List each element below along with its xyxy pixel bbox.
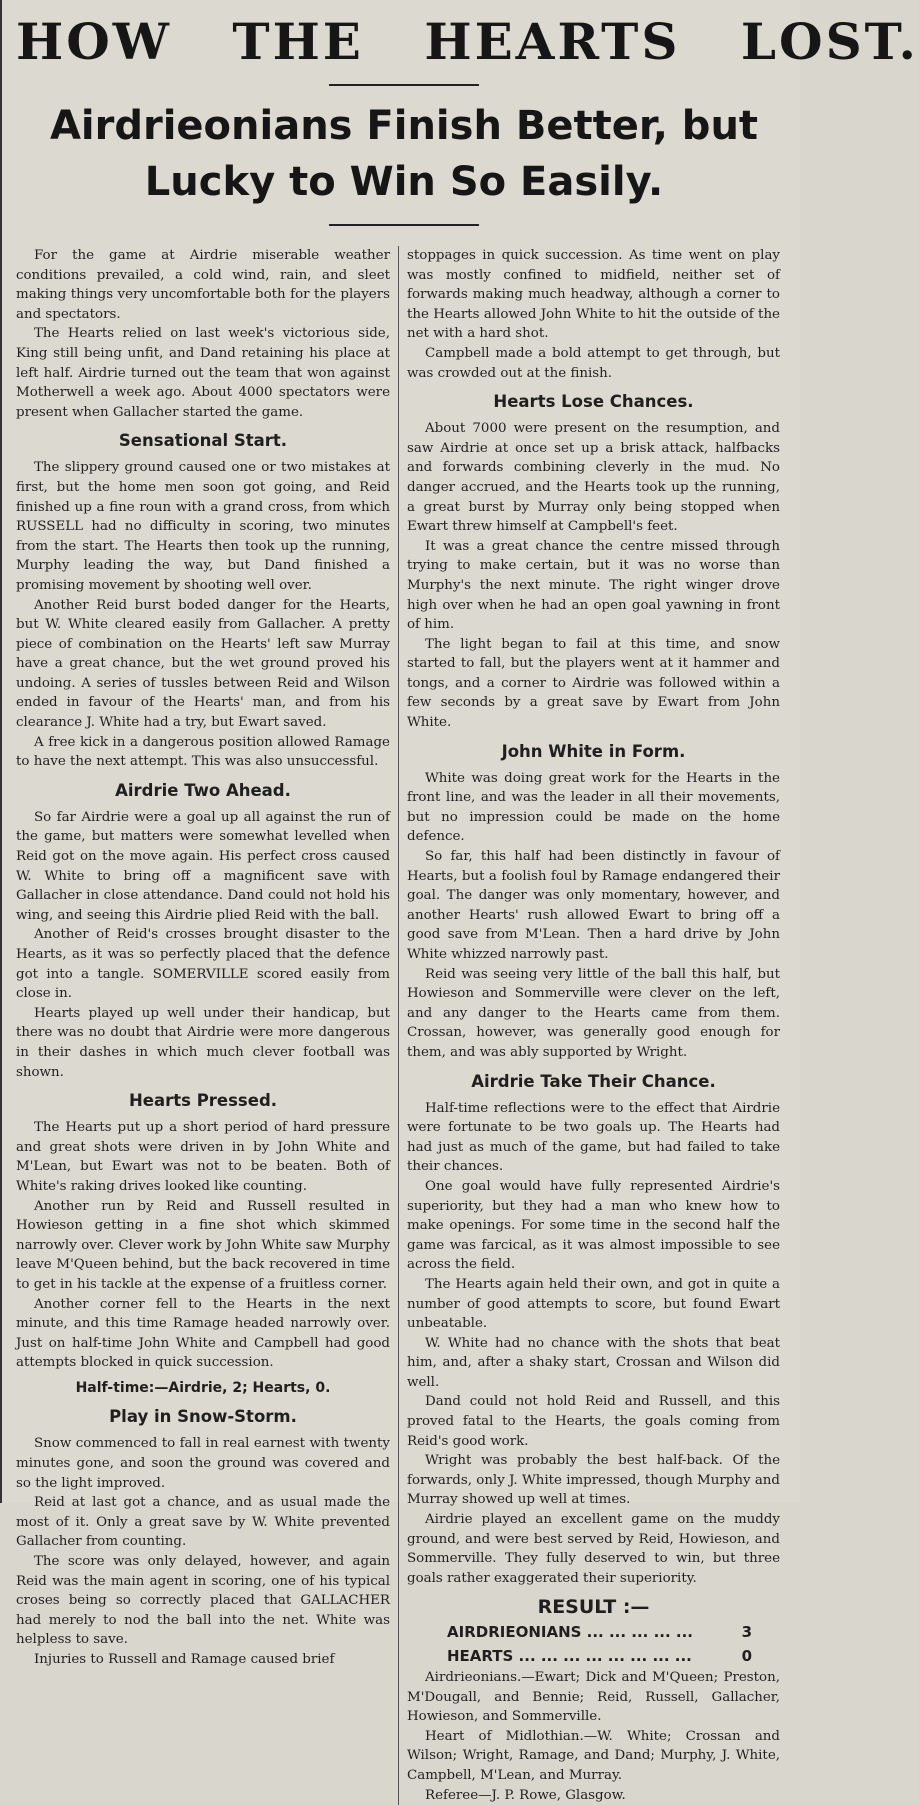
paragraph: Another run by Reid and Russell resulted in Howieson getting in a fine shot which skimmed narrowly over. Clever work by John White saw Murphy leave M'Queen behind, but the back recovered in time to get in his tackle at the expense of a fruitless corner.	[16, 1198, 390, 1292]
paragraph: So far, this half had been distinctly in favour of Hearts, but a foolish foul by Ramage endangered their goal. The danger was only momentary, however, and another Hearts' rush allowed Ewart to bring off a good save from M'Lean. Then a hard drive by John White whizzed narrowly past.	[407, 849, 780, 962]
section-heading: John White in Form.	[501, 741, 686, 761]
subheadline	[16, 98, 792, 210]
paragraph: The Hearts relied on last week's victorious side, King still being unfit, and Dand retaining his place at left half. Airdrie turned out the team that won against Motherwell a week ago. About 4000 spectators were present when Gallacher started the game.	[16, 326, 390, 420]
paragraph: The light began to fail at this time, and snow started to fall, but the players went at it hammer and tongs, and a corner to Airdrie was followed within a few seconds by a great save by Ewart from John White.	[407, 636, 780, 731]
paragraph: Another Reid burst boded danger for the Hearts, but W. White cleared easily from Gallacher. A pretty piece of combination on the Hearts' left saw Murray have a great chance, but the wet ground proved his undoing. A series of tussles between Reid and Wilson ended in favour of the Hearts' man, and from his clearance J. White had a try, but Ewart saved.	[16, 597, 390, 731]
section-heading: Hearts Pressed.	[128, 1091, 278, 1111]
score-row	[407, 1620, 780, 1644]
paragraph: Reid was seeing very little of the ball this half, but Howieson and Sommerville were clever on the left, and any danger to the Hearts came from them. Crossan, however, was generally good enough for them, and was ably supported by Wright.	[407, 966, 780, 1060]
halftime-score: Half-time:—Airdrie, 2; Hearts, 0.	[75, 1379, 331, 1396]
result-heading: RESULT :—	[537, 1596, 650, 1619]
paragraph: The Hearts again held their own, and got in quite a number of good attempts to score, but found Ewart unbeatable.	[407, 1276, 780, 1332]
paragraph: Snow commenced to fall in real earnest with twenty minutes gone, and soon the ground was covered and so the light improved.	[16, 1436, 390, 1491]
subheadline-line-2: Lucky to Win So Easily.	[144, 159, 664, 205]
team-name: AIRDRIEONIANS ... ... ... ... ...	[447, 1623, 694, 1641]
paragraph: For the game at Airdrie miserable weather conditions prevailed, a cold wind, rain, and sleet making things very uncomfortable both for the players and spectators.	[16, 248, 390, 322]
paragraph: Another corner fell to the Hearts in the next minute, and this time Ramage headed narrowly over. Just on half-time John White and Campbell had good attempts blocked in quick succession.	[16, 1296, 390, 1371]
section-heading: Sensational Start.	[118, 431, 288, 451]
section-heading: Play in Snow-Storm.	[109, 1407, 297, 1427]
paragraph: So far Airdrie were a goal up all against the run of the game, but matters were somewhat levelled when Reid got on the move again. His perfect cross caused W. White to bring off a magnificent save with Gallacher in close attendance. Dand could not hold his wing, and seeing this Airdrie plied Reid with the ball.	[16, 809, 390, 923]
paragraph: Another of Reid's crosses brought disaster to the Hearts, as it was so perfectly placed that the defence got into a tangle. SOMERVILLE scored easily from close in.	[16, 927, 390, 1002]
paragraph: stoppages in quick succession. As time went on play was mostly confined to midfield, neither set of forwards making much headway, although a corner to the Hearts allowed John White to hit the outside of the net with a hard shot.	[407, 248, 780, 342]
paragraph: The Hearts put up a short period of hard pressure and great shots were driven in by John White and M'Lean, but Ewart was not to be beaten. Both of White's raking drives looked like counting.	[16, 1120, 390, 1194]
right-column	[398, 246, 780, 1805]
paragraph: Dand could not hold Reid and Russell, and this proved fatal to the Hearts, the goals coming from Reid's good work.	[407, 1394, 780, 1449]
team-score: 3	[741, 1623, 752, 1641]
paragraph: Injuries to Russell and Ramage caused brief	[34, 1652, 335, 1667]
team-score: 0	[741, 1647, 752, 1665]
paragraph: Airdrie played an excellent game on the muddy ground, and were best served by Reid, Howieson, and Sommerville. They fully deserved to win, but three goals rather exaggerated their superiority.	[407, 1512, 780, 1586]
lineups	[407, 1668, 780, 1805]
paragraph: A free kick in a dangerous position allowed Ramage to have the next attempt. This was also unsuccessful.	[16, 734, 390, 770]
headline: HOW THE HEARTS LOST.	[16, 12, 919, 71]
paragraph: One goal would have fully represented Airdrie's superiority, but they had a man who knew how to make openings. For some time in the second half the game was farcical, as it was almost impossible to see across the field.	[407, 1178, 780, 1273]
paragraph: Wright was probably the best half-back. Of the forwards, only J. White impressed, though Murphy and Murray showed up well at times.	[407, 1453, 780, 1508]
paragraph: About 7000 were present on the resumption, and saw Airdrie at once set up a brisk attack, halfbacks and forwards combining cleverly in the mud. No danger accrued, and the Hearts took up the running, a great burst by Murray only being stopped when Ewart threw himself at Campbell's feet.	[407, 421, 780, 535]
section-heading: Hearts Lose Chances.	[493, 392, 694, 412]
score-row	[407, 1644, 780, 1668]
section-heading: Airdrie Two Ahead.	[115, 780, 291, 800]
paragraph: W. White had no chance with the shots that beat him, and, after a shaky start, Crossan and Wilson did well.	[407, 1335, 780, 1390]
paragraph: Hearts played up well under their handicap, but there was no doubt that Airdrie were more dangerous in their dashes in which much clever football was shown.	[16, 1005, 390, 1080]
divider	[329, 224, 479, 226]
paragraph: It was a great chance the centre missed through trying to make certain, but it was no worse than Murphy's the next minute. The right winger drove high over when he had an open goal yawning in front of him.	[407, 538, 780, 633]
article-columns	[16, 246, 792, 1805]
team-name: HEARTS ... ... ... ... ... ... ... ...	[447, 1647, 692, 1665]
paragraph: Reid at last got a chance, and as usual made the most of it. Only a great save by W. White prevented Gallacher from counting.	[16, 1495, 390, 1550]
left-column	[16, 246, 398, 1805]
divider	[329, 84, 479, 86]
paragraph: Half-time reflections were to the effect that Airdrie were fortunate to be two goals up. The Hearts had had just as much of the game, but had failed to take their chances.	[407, 1100, 780, 1175]
paragraph: White was doing great work for the Hearts in the front line, and was the leader in all their movements, but no impression could be made on the home defence.	[407, 770, 780, 845]
paragraph: Campbell made a bold attempt to get through, but was crowded out at the finish.	[407, 345, 780, 381]
section-heading: Airdrie Take Their Chance.	[471, 1071, 716, 1091]
lineup: Heart of Midlothian.—W. White; Crossan and Wilson; Wright, Ramage, and Dand; Murphy, J. White, Campbell, M'Lean, and Murray.	[407, 1728, 780, 1783]
paragraph: The score was only delayed, however, and again Reid was the main agent in scoring, one of his typical croses being so correctly placed that GALLACHER had merely to nod the ball into the net. White was helpless to save.	[16, 1554, 390, 1648]
lineup: Airdrieonians.—Ewart; Dick and M'Queen; Preston, M'Dougall, and Bennie; Reid, Russell, Gallacher, Howieson, and Sommerville.	[407, 1670, 780, 1725]
referee: Referee—J. P. Rowe, Glasgow.	[425, 1787, 626, 1803]
paragraph: The slippery ground caused one or two mistakes at first, but the home men soon got going, and Reid finished up a fine roun with a grand cross, from which RUSSELL had no difficulty in scoring, two minutes from the start. The Hearts then took up the running, Murphy leading the way, but Dand finished a promising movement by shooting well over.	[16, 460, 390, 593]
subheadline-line-1: Airdrieonians Finish Better, but	[49, 103, 759, 149]
